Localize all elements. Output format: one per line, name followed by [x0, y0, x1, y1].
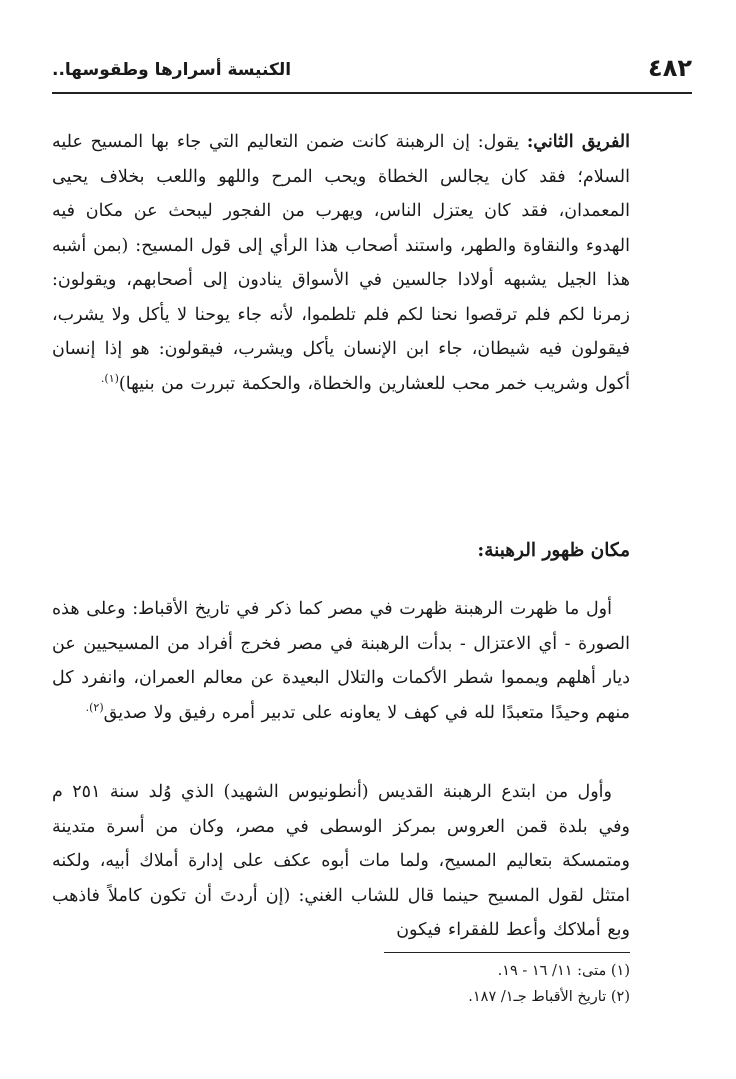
header-title: الكنيسة أسرارها وطقوسها.. [52, 60, 292, 80]
paragraph-text: أول ما ظهرت الرهبنة ظهرت في مصر كما ذكر في تاريخ الأقباط: وعلى هذه الصورة - أي الاعتزال - بدأت الرهبنة في مصر فخرج أفراد من المسيحيين عن ديار أهلهم ويمموا شطر الأكمات والتلال البعيدة عن معالم العمران، وانفرد كل منهم وحيدًا متعبدًا لله في كهف لا يعاونه على تدبير أمره رفيق ولا صديق [52, 599, 630, 723]
paragraph-text: وأول من ابتدع الرهبنة القديس (أنطونيوس الشهيد) الذي وُلد سنة ٢٥١ م وفي بلدة قمن العروس بمركز الوسطى في مصر، وكان من أسرة متدينة ومتمسكة بتعاليم المسيح، ولما مات أبوه عكف على إدارة أملاك أبيه، ولكنه امتثل لقول المسيح حينما قال للشاب الغني: (إن أردتَ أن تكون كاملاً فاذهب وبع أملاكك وأعط للفقراء فيكون [52, 782, 630, 940]
footnote-divider [384, 952, 630, 953]
paragraph-origin [52, 592, 630, 730]
footnotes [52, 958, 630, 1010]
page-number: ٤٨٢ [648, 54, 692, 82]
footnote-1: (١) متى: ١١/ ١٦ - ١٩. [497, 963, 630, 979]
paragraph-lead: الفريق الثاني: [526, 132, 630, 152]
footnote-2: (٢) تاريخ الأقباط جـ١/ ١٨٧. [468, 989, 630, 1005]
paragraph-text: يقول: إن الرهبنة كانت ضمن التعاليم التي جاء بها المسيح عليه السلام؛ فقد كان يجالس الخطاة ويحب المرح واللهو واللعب بخلاف يحيى المعمدان، فقد كان يعتزل الناس، ويهرب من الفجور ليبحث عن مكان فيه الهدوء والنقاوة والطهر، واستند أصحاب هذا الرأي إلى قول المسيح: (بمن أشبه هذا الجيل يشبهه أولادا جالسين في الأسواق ينادون إلى أصحابهم، ويقولون: زمرنا لكم فلم ترقصوا نحنا لكم فلم تلطموا، لأنه جاء يوحنا لا يأكل ولا يشرب، فيقولون فيه شيطان، جاء ابن الإنسان يأكل ويشرب، فيقولون: هو إذا إنسان أكول وشريب خمر محب للعشارين والخطاة، والحكمة تبررت من بنيها) [52, 132, 630, 394]
footnote-ref: (١). [100, 371, 119, 385]
section-heading: مكان ظهور الرهبنة: [477, 540, 630, 561]
running-header [52, 54, 692, 90]
footnote-ref: (٢). [85, 700, 104, 714]
paragraph-first-group [52, 125, 630, 401]
paragraph-founder [52, 775, 630, 948]
header-divider [52, 92, 692, 94]
